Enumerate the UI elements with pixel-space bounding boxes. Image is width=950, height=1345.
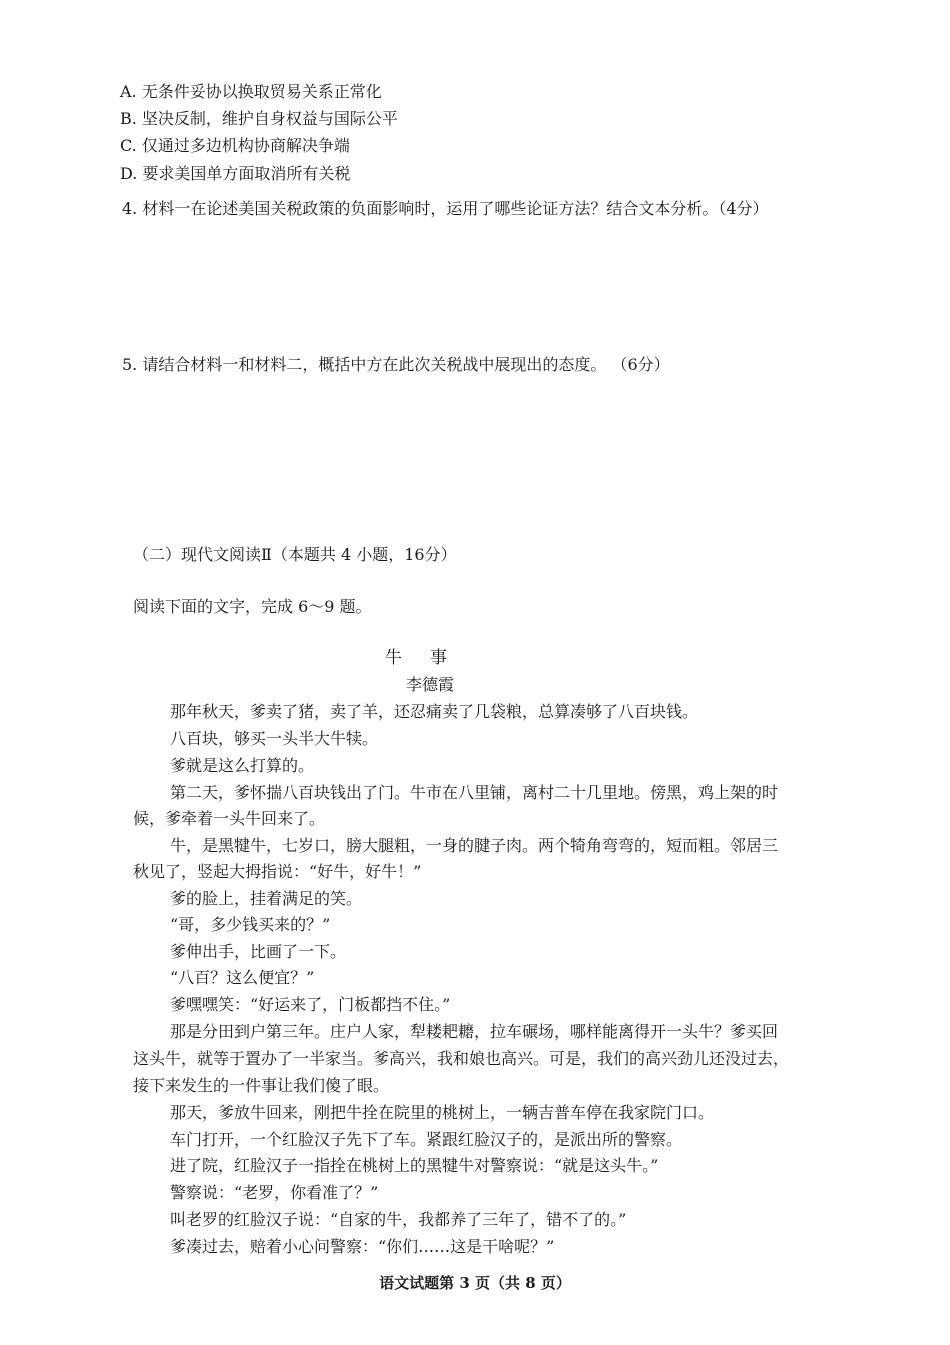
question-4: 4. 材料一在论述美国关税政策的负面影响时，运用了哪些论证方法？结合文本分析。（4分）: [122, 199, 769, 218]
article-line: 叫老罗的红脸汉子说：“自家的牛，我都养了三年了，错不了的。”: [170, 1210, 627, 1229]
page-footer: 语文试题第 3 页（共 8 页）: [379, 1274, 571, 1292]
article-line: 秋见了，竖起大拇指说：“好牛，好牛！”: [133, 862, 422, 881]
article-line: 爹伸出手，比画了一下。: [170, 942, 347, 961]
article-line: 车门打开，一个红脸汉子先下了车。紧跟红脸汉子的，是派出所的警察。: [170, 1130, 683, 1149]
option-b: B. 坚决反制，维护自身权益与国际公平: [120, 109, 398, 128]
article-line: 爹凑过去，赔着小心问警察：“你们……这是干啥呢？”: [170, 1237, 555, 1256]
article-line: “哥，多少钱买来的？”: [170, 915, 331, 934]
article-author: 李德霞: [405, 675, 454, 694]
question-5: 5. 请结合材料一和材料二，概括中方在此次关税战中展现出的态度。 （6分）: [122, 355, 670, 374]
article-line: 牛，是黑犍牛，七岁口，膀大腿粗，一身的腱子肉。两个犄角弯弯的，短而粗。邻居三: [170, 836, 779, 855]
article-line: 那是分田到户第三年。庄户人家，犁耧耙耱，拉车碾场，哪样能离得开一头牛？爹买回: [170, 1022, 779, 1041]
section-instruction: 阅读下面的文字，完成 6～9 题。: [133, 597, 372, 616]
article-line: 八百块，够买一头半大牛犊。: [170, 729, 379, 748]
option-a: A. 无条件妥协以换取贸易关系正常化: [120, 82, 382, 101]
article-line: 候，爹牵着一头牛回来了。: [133, 809, 326, 828]
option-c: C. 仅通过多边机构协商解决争端: [120, 136, 350, 155]
article-line: 那年秋天，爹卖了猪，卖了羊，还忍痛卖了几袋粮，总算凑够了八百块钱。: [170, 702, 699, 721]
article-line: 爹的脸上，挂着满足的笑。: [170, 889, 363, 908]
article-line: 警察说：“老罗，你看准了？”: [170, 1183, 379, 1202]
section-heading: （二）现代文阅读Ⅱ（本题共 4 小题，16分）: [133, 545, 457, 564]
article-title: 牛事: [385, 648, 475, 668]
article-line: 这头牛，就等于置办了一半家当。爹高兴，我和娘也高兴。可是，我们的高兴劲儿还没过去，: [133, 1049, 790, 1068]
article-line: 接下来发生的一件事让我们傻了眼。: [133, 1076, 390, 1095]
article-line: 爹嘿嘿笑：“好运来了，门板都挡不住。”: [170, 995, 451, 1014]
article-line: 第二天，爹怀揣八百块钱出了门。牛市在八里铺，离村二十几里地。傍黑，鸡上架的时: [170, 783, 779, 802]
article-line: 爹就是这么打算的。: [170, 756, 315, 775]
article-line: 那天，爹放牛回来，刚把牛拴在院里的桃树上，一辆吉普车停在我家院门口。: [170, 1103, 715, 1122]
article-line: “八百？这么便宜？”: [170, 968, 315, 987]
option-d: D. 要求美国单方面取消所有关税: [120, 164, 351, 183]
article-line: 进了院，红脸汉子一指拴在桃树上的黑犍牛对警察说：“就是这头牛。”: [170, 1156, 659, 1175]
